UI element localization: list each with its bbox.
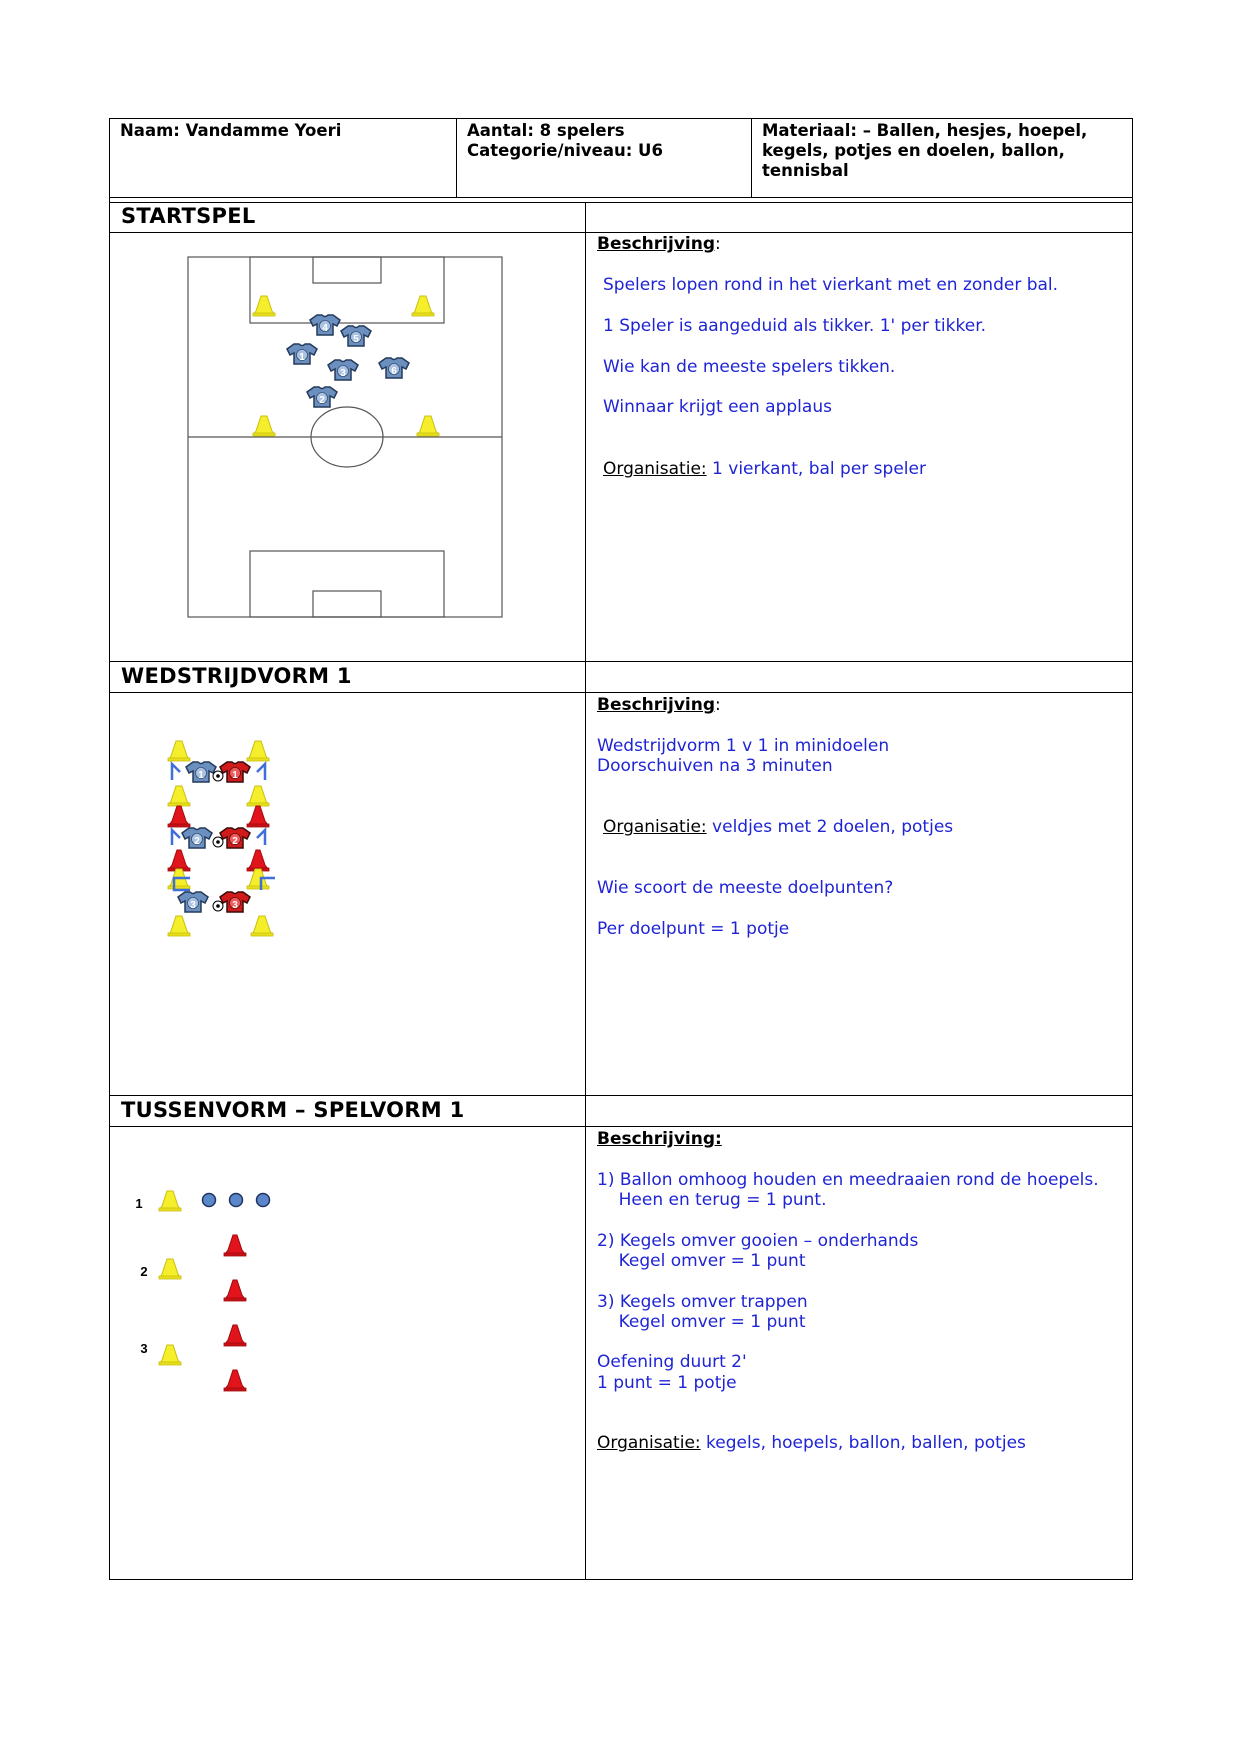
yellow-cone-icon xyxy=(247,741,269,761)
tussenvorm-item-3-line-2: Kegel omver = 1 punt xyxy=(597,1312,806,1332)
organisatie-value: 1 vierkant, bal per speler xyxy=(706,459,926,479)
opponent-shirt-icon xyxy=(220,828,250,848)
tussenvorm-item-1-line-2: Heen en terug = 1 punt. xyxy=(597,1190,827,1210)
yellow-cone-icon xyxy=(417,416,439,436)
beschrijving-label: Beschrijving xyxy=(597,695,716,715)
tussenvorm-punt: 1 punt = 1 potje xyxy=(597,1373,737,1393)
mini-goal-icon xyxy=(257,830,265,845)
hoop-icon xyxy=(203,1194,216,1207)
organisatie-value: kegels, hoepels, ballon, ballen, potjes xyxy=(700,1433,1026,1453)
hoop-icon xyxy=(230,1194,243,1207)
tussenvorm-item-2-line-2: Kegel omver = 1 punt xyxy=(597,1251,806,1271)
organisatie-label: Organisatie: xyxy=(603,817,707,837)
yellow-cone-icon xyxy=(247,786,269,806)
player-shirt-icon xyxy=(178,892,208,912)
opponent-shirt-icon xyxy=(220,892,250,912)
red-cone-icon xyxy=(168,806,190,827)
yellow-cone-icon xyxy=(251,916,273,936)
tussenvorm-item-1-line-1: 1) Ballon omhoog houden en meedraaien rond de hoepels. xyxy=(597,1170,1099,1190)
organisatie-label: Organisatie: xyxy=(603,459,707,479)
yellow-cone-icon xyxy=(168,786,190,806)
startspel-line-2: 1 Speler is aangeduid als tikker. 1' per tikker. xyxy=(603,316,987,336)
player-shirt-icon xyxy=(328,360,358,380)
materiaal-line-1: Materiaal: – Ballen, hesjes, hoepel, xyxy=(762,121,1088,140)
yellow-cone-icon xyxy=(168,741,190,761)
wedstrijd-line-2: Doorschuiven na 3 minuten xyxy=(597,756,833,776)
player-number: 5 xyxy=(353,334,359,345)
red-cone-icon xyxy=(224,1280,246,1301)
mini-goal-icon xyxy=(172,764,180,780)
player-number: 2 xyxy=(319,395,325,406)
red-cone-icon xyxy=(224,1235,246,1256)
player-number: 1 xyxy=(198,770,204,781)
materiaal-line-2: kegels, potjes en doelen, ballon, xyxy=(762,141,1065,160)
materiaal-line-3: tennisbal xyxy=(762,161,849,180)
tussenvorm-duur: Oefening duurt 2' xyxy=(597,1352,747,1372)
ball-icon xyxy=(213,771,223,781)
ball-icon xyxy=(213,901,223,911)
player-shirt-icon xyxy=(307,387,337,407)
naam-text: Naam: Vandamme Yoeri xyxy=(120,121,342,140)
tussenvorm-item-3-line-1: 3) Kegels omver trappen xyxy=(597,1292,808,1312)
aantal-text: Aantal: 8 spelers xyxy=(467,121,625,140)
player-shirt-icon xyxy=(287,344,317,364)
ball-icon xyxy=(213,837,223,847)
startspel-line-1: Spelers lopen rond in het vierkant met en zonder bal. xyxy=(603,275,1059,295)
section-title-tussenvorm: TUSSENVORM – SPELVORM 1 xyxy=(121,1098,465,1122)
opponent-number: 2 xyxy=(232,836,238,847)
wedstrijd-line-3: Wie scoort de meeste doelpunten? xyxy=(597,878,894,898)
player-shirt-icon xyxy=(186,762,216,782)
yellow-cone-icon xyxy=(253,296,275,316)
wedstrijd-line-4: Per doelpunt = 1 potje xyxy=(597,919,790,939)
hoop-icon xyxy=(257,1194,270,1207)
categorie-text: Categorie/niveau: U6 xyxy=(467,141,663,160)
beschrijving-label: Beschrijving xyxy=(597,234,716,254)
red-cone-icon xyxy=(247,806,269,827)
wedstrijdvorm-diagram xyxy=(168,741,275,936)
yellow-cone-icon xyxy=(253,416,275,436)
station-number: 1 xyxy=(135,1196,143,1211)
station-number: 2 xyxy=(140,1264,148,1279)
player-shirt-icon xyxy=(341,326,371,346)
section-title-wedstrijdvorm: WEDSTRIJDVORM 1 xyxy=(121,664,352,688)
player-number: 1 xyxy=(299,352,305,363)
mini-goal-icon xyxy=(172,830,180,845)
football-field xyxy=(188,257,502,617)
player-number: 4 xyxy=(322,323,328,334)
wedstrijd-line-1: Wedstrijdvorm 1 v 1 in minidoelen xyxy=(597,736,890,756)
player-shirt-icon xyxy=(379,358,409,378)
organisatie-value: veldjes met 2 doelen, potjes xyxy=(706,817,954,837)
tussenvorm-diagram xyxy=(135,1191,269,1391)
organisatie-label: Organisatie: xyxy=(597,1433,701,1453)
colon: : xyxy=(715,695,721,715)
beschrijving-label: Beschrijving: xyxy=(597,1129,722,1149)
tussenvorm-item-2-line-1: 2) Kegels omver gooien – onderhands xyxy=(597,1231,919,1251)
yellow-cone-icon xyxy=(159,1345,181,1365)
yellow-cone-icon xyxy=(168,916,190,936)
yellow-cone-icon xyxy=(159,1191,181,1211)
opponent-shirt-icon xyxy=(220,762,250,782)
player-number: 3 xyxy=(340,368,346,379)
station-number: 3 xyxy=(140,1341,148,1356)
player-shirt-icon xyxy=(310,315,340,335)
startspel-line-3: Wie kan de meeste spelers tikken. xyxy=(603,357,896,377)
red-cone-icon xyxy=(224,1325,246,1346)
opponent-number: 1 xyxy=(232,770,238,781)
red-cone-icon xyxy=(168,850,190,871)
player-number: 6 xyxy=(391,366,397,377)
player-number: 2 xyxy=(194,836,200,847)
yellow-cone-icon xyxy=(412,296,434,316)
player-shirt-icon xyxy=(182,828,212,848)
opponent-number: 3 xyxy=(232,900,238,911)
red-cone-icon xyxy=(247,850,269,871)
player-number: 3 xyxy=(190,900,196,911)
red-cone-icon xyxy=(224,1370,246,1391)
startspel-line-4: Winnaar krijgt een applaus xyxy=(603,397,832,417)
yellow-cone-icon xyxy=(159,1259,181,1279)
section-title-startspel: STARTSPEL xyxy=(121,204,256,228)
colon: : xyxy=(715,234,721,254)
mini-goal-icon xyxy=(257,764,265,780)
